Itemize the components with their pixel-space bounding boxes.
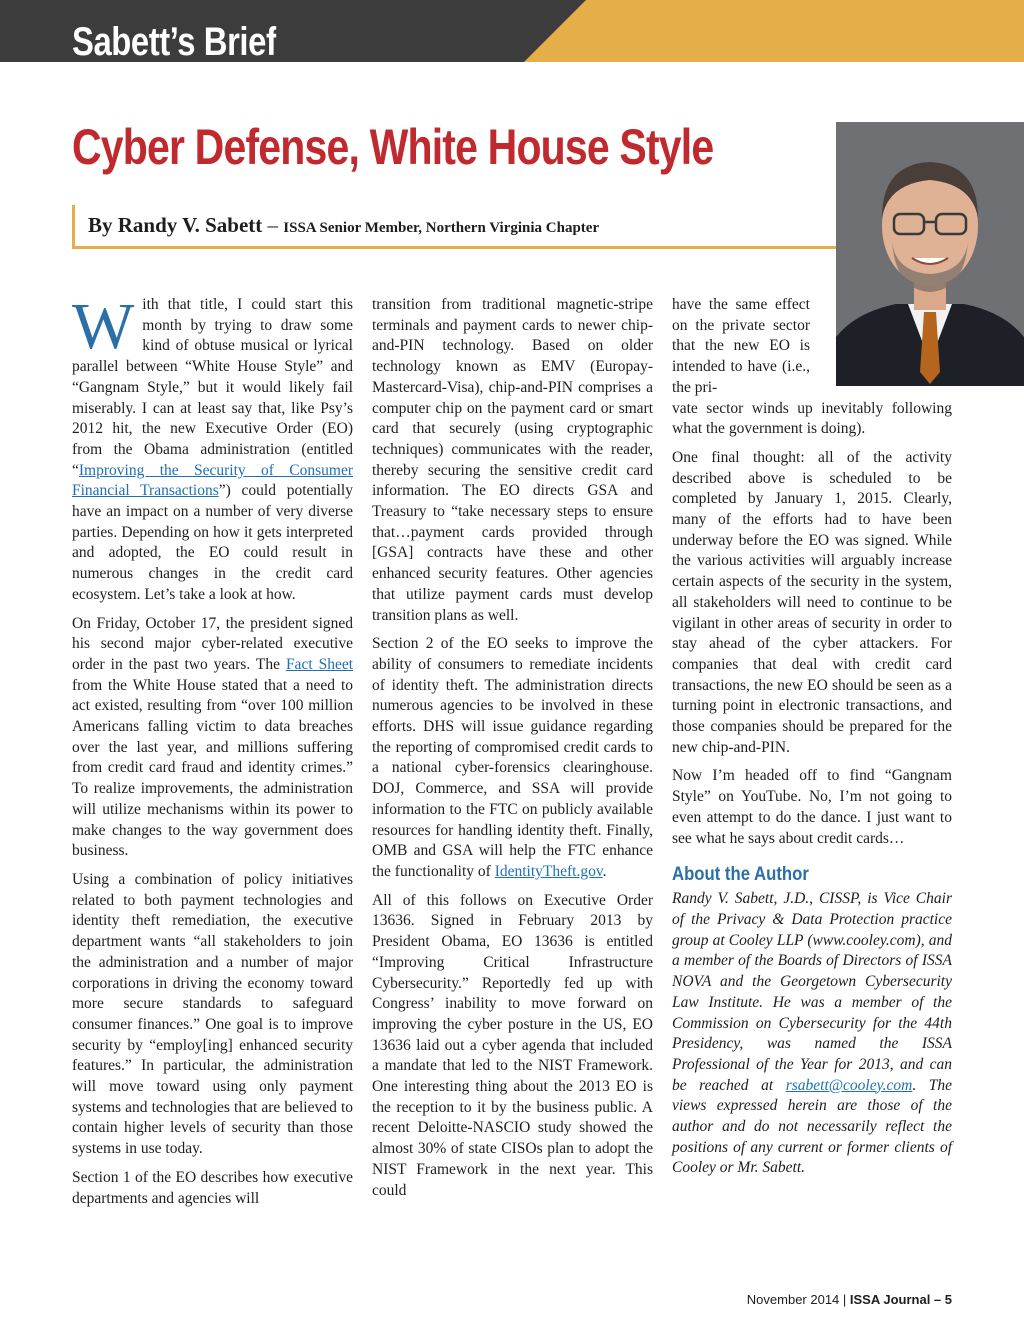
paragraph-text: Section 2 of the EO seeks to improve the ability of consumers to remediate incidents of identity theft. The administration directs numerous agencies to be involved in these efforts. DHS will issue guidance regarding the reporting of compromised credit cards to a national cyber-forensics clearinghouse. DOJ, Commerce, and SSA will provide information to the FTC on publicly available resources for handling identity theft. Finally, OMB and GSA will help the FTC enhance the functionality of: [372, 635, 653, 880]
paragraph: [372, 634, 653, 882]
paragraph-narrow: have the same effect on the private sector that the new EO is intended to have (i.e., the pri-: [672, 296, 810, 396]
paragraph: Now I’m headed off to find “Gangnam Style” on YouTube. No, I’m not going to even attempt to do the dance. I just want to see what he says about credit cards…: [672, 767, 952, 847]
header-accent: [524, 0, 1024, 62]
paragraph: transition from traditional magnetic-stripe terminals and payment cards to newer chip-and-PIN technology. Based on older technology known as EMV (Europay-Mastercard-Visa), chip-and-PIN comprises a computer chip on the payment card or smart card that securely (using cryptographic techniques) communicates with the reader, thereby securing the sensitive credit card information. The EO directs GSA and Treasury to “take necessary steps to ensure that…payment cards provided through [GSA] contracts have these and other enhanced security features. Other agencies that utilize payment cards must develop transition plans as well.: [372, 296, 653, 624]
bio-text: . The views expressed herein are those of the author and do not necessarily reflect the positions of any current or former clients of Cooley or Mr. Sabett.: [672, 1076, 952, 1177]
byline-dash: –: [262, 213, 284, 237]
about-author-heading: About the Author: [672, 864, 809, 886]
article-column-3: [672, 295, 952, 1187]
paragraph: [72, 614, 353, 862]
byline-rule: [72, 205, 75, 247]
paragraph: Using a combination of policy initiatives related to both payment technologies and identity theft remediation, the executive department wants “all stakeholders to join the administration and a number of major corporations in driving the economy toward more secure standards to safeguard consumer finances.” One goal is to improve security by “employ[ing] enhanced security features.” In particular, the administration will move toward using only payment systems and technologies that are believed to contain higher levels of security than those systems in use today.: [72, 870, 353, 1158]
byline: [88, 212, 599, 241]
eo-title-link[interactable]: Improving the Security of Consumer Financial Transactions: [72, 461, 353, 500]
identitytheft-link[interactable]: IdentityTheft.gov: [494, 862, 603, 880]
footer-publication: ISSA Journal – 5: [849, 1292, 952, 1307]
byline-author: By Randy V. Sabett: [88, 213, 263, 237]
author-email-link[interactable]: rsabett@cooley.com: [785, 1076, 913, 1094]
paragraph: One final thought: all of the activity described above is scheduled to be completed by January 1, 2015. Clearly, many of the efforts had to have been underway before the EO was signed. While the various activities will arguably increase certain aspects of the security in the system, all stakeholders will need to continue to be vigilant in other areas of security in order to stay ahead of the cyber attackers. For companies that deal with credit card transactions, the new EO should be seen as a turning point in electronic transactions, and those companies should be prepared for the new chip-and-PIN.: [672, 448, 952, 756]
fact-sheet-link[interactable]: Fact Sheet: [285, 655, 354, 673]
column-name: Sabett’s Brief: [72, 22, 277, 62]
paragraph: vate sector winds up inevitably following what the government is doing).: [672, 399, 952, 438]
paragraph: Section 1 of the EO describes how executive departments and agencies will: [72, 1168, 353, 1207]
page-footer: [747, 1292, 952, 1307]
paragraph: [72, 290, 353, 606]
drop-cap: W: [72, 290, 135, 363]
author-bio: [672, 889, 952, 1179]
article-column-2: [372, 295, 653, 1209]
article-column-1: [72, 290, 354, 1217]
paragraph-text: from the White House stated that a need to act existed, resulting from “over 100 million Americans falling victim to data breaches over the last year, and millions suffering from credit card fraud and identity crimes.” To realize improvements, the administration will utilize mechanisms within its power to make changes to the way government does business.: [72, 676, 353, 860]
title-rule: [72, 246, 836, 249]
byline-affiliation: ISSA Senior Member, Northern Virginia Chapter: [283, 220, 600, 236]
paragraph-text: ”) could potentially have an impact on a number of very diverse parties. Depending on how it gets interpreted and adopted, the EO could result in numerous changes in the credit card ecosystem. Let’s take a look at how.: [72, 482, 353, 603]
paragraph: All of this follows on Executive Order 13636. Signed in February 2013 by President Obama, EO 13636 is entitled “Improving Critical Infrastructure Cybersecurity.” Reportedly fed up with Congress’ inability to move forward on improving the cyber posture in the US, EO 13636 laid out a cyber agenda that included a mandate that led to the NIST Framework. One interesting thing about the 2013 EO is the reception to it by the business public. A recent Deloitte-NASCIO study showed the almost 30% of state CISOs plan to adopt the NIST Framework in the next year. This could: [372, 891, 653, 1199]
bio-text: Randy V. Sabett, J.D., CISSP, is Vice Chair of the Privacy & Data Protection practice group at Cooley LLP (www.cooley.com), and a member of the Boards of Directors of ISSA NOVA and the Georgetown Cybersecurity Law Institute. He was a member of the Commission on Cybersecurity for the 44th Presidency, was named the ISSA Professional of the Year for 2013, and can be reached at: [672, 890, 952, 1094]
paragraph-text: .: [602, 862, 607, 880]
paragraph-text: On Friday, October 17, the president signed his second major cyber-related executive order in the past two years. The: [72, 614, 353, 673]
paragraph-text: ith that title, I could start this month by trying to draw some kind of obtuse musical or lyrical parallel between “White House Style” and “Gangnam Style,” but it would likely fail miserably. I can at least say that, like Psy’s 2012 hit, the new Executive Order (EO) from the Obama administration (entitled “: [72, 296, 353, 479]
article-title: Cyber Defense, White House Style: [72, 119, 714, 175]
footer-date: November 2014 |: [746, 1292, 850, 1307]
